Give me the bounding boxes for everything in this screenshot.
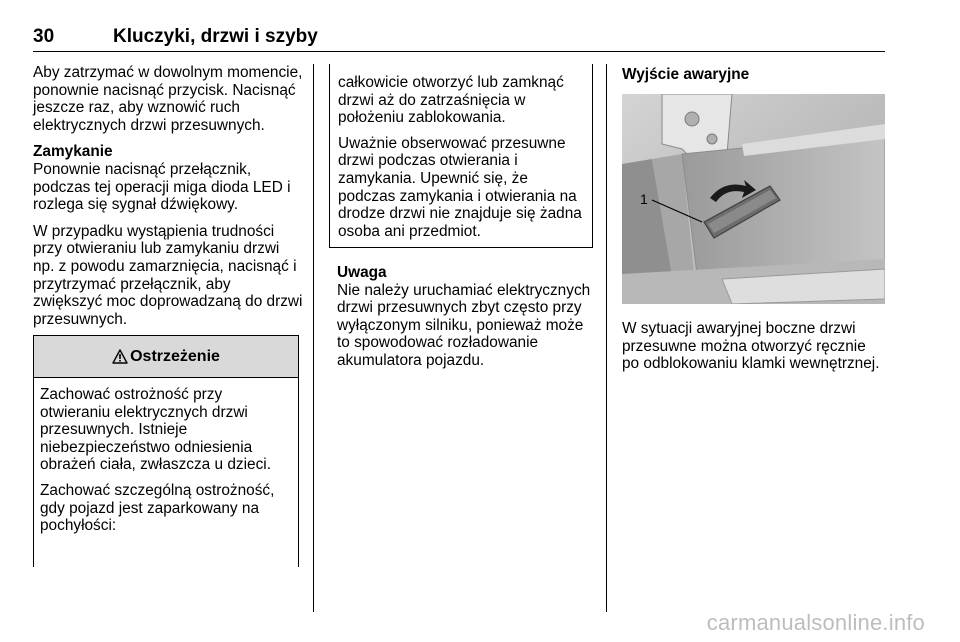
warning-text-1: Zachować ostrożność przy otwieraniu elektrycznych drzwi przesuwnych. Istnieje niebezpieczeństwo odniesienia obrażeń ciała, zwłaszcza u dzieci.	[40, 386, 271, 474]
column-left	[33, 64, 303, 337]
warning-triangle-icon	[112, 349, 128, 364]
page-number: 30	[33, 26, 55, 47]
section-text: Ponownie nacisnąć przełącznik, podczas tej operacji miga dioda LED i rozlega się sygnał dźwiękowy.	[33, 160, 291, 214]
note-title: Uwaga	[337, 264, 387, 281]
column-divider	[606, 64, 607, 612]
warning-header	[33, 335, 299, 378]
warning-text-2: Zachować szczególną ostrożność, gdy pojazd jest zaparkowany na pochyłości:	[40, 481, 275, 535]
warning-box	[33, 335, 299, 567]
door-handle-figure	[622, 94, 885, 304]
note-section	[337, 264, 593, 370]
page-header	[33, 26, 885, 52]
warning-title: Ostrzeżenie	[130, 347, 220, 365]
figure-caption: W sytuacji awaryjnej boczne drzwi przesuwne można otworzyć ręcznie po odblokowaniu klamki wewnętrznej.	[622, 320, 880, 373]
column-divider	[313, 64, 314, 612]
closing-section	[33, 143, 303, 213]
warning-continuation-box	[329, 64, 593, 248]
emergency-exit-title: Wyjście awaryjne	[622, 66, 750, 83]
warning-continuation-text-2: Uważnie obserwować przesuwne drzwi podczas otwierania i zamykania. Upewnić się, że podczas zamykania i otwierania na drodze drzwi nie znajduje się żadna osoba ani przedmiot.	[338, 134, 582, 240]
intro-paragraph: Aby zatrzymać w dowolnym momencie, ponownie nacisnąć przycisk. Nacisnąć jeszcze raz, aby wznowić ruch elektrycznych drzwi przesuwnych.	[33, 64, 303, 134]
door-handle-illustration	[622, 94, 885, 304]
note-text: Nie należy uruchamiać elektrycznych drzwi przesuwnych zbyt często przy wyłączonym silniku, ponieważ może to spowodować rozładowanie akumulatora pojazdu.	[337, 281, 591, 369]
warning-body	[33, 378, 299, 567]
figure-label: 1	[640, 191, 648, 207]
difficulty-paragraph: W przypadku wystąpienia trudności przy otwieraniu lub zamykaniu drzwi np. z powodu zamarznięcia, nacisnąć i przytrzymać przełącznik, aby zwiększyć moc doprowadzaną do drzwi przesuwnych.	[33, 222, 303, 328]
warning-continuation-text-1: całkowicie otworzyć lub zamknąć drzwi aż do zatrzaśnięcia w położeniu zablokowania.	[338, 74, 564, 127]
watermark: carmanualsonline.info	[706, 610, 925, 635]
section-title: Zamykanie	[33, 143, 113, 161]
page-title: Kluczyki, drzwi i szyby	[113, 26, 318, 47]
